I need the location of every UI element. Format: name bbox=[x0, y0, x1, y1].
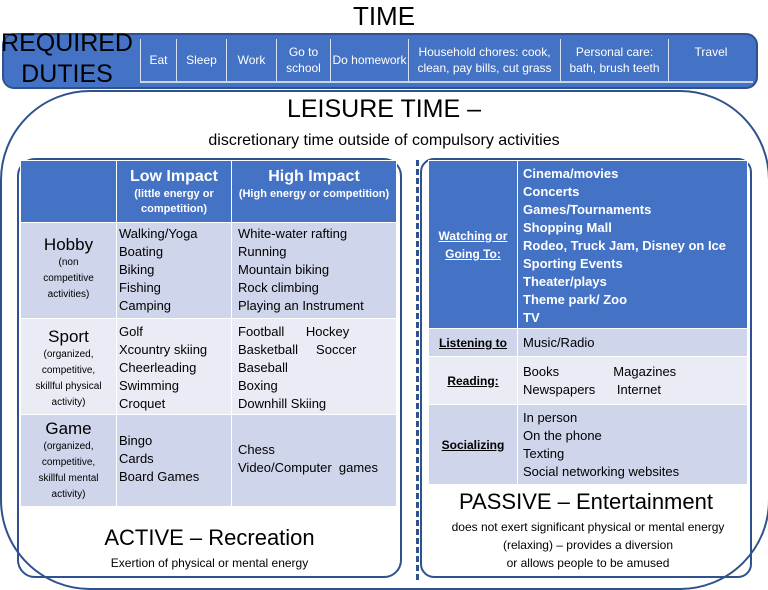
duty-travel: Travel bbox=[668, 39, 753, 83]
row-desc-line: (organized, bbox=[43, 441, 94, 452]
passive-row-label: Watching or Going To: bbox=[438, 228, 508, 261]
list-item: White-water rafting bbox=[238, 226, 348, 241]
passive-subtitle-line: (relaxing) – provides a diversion bbox=[502, 538, 674, 552]
time-title: TIME bbox=[352, 1, 416, 31]
list-item: Rock climbing bbox=[238, 280, 319, 295]
duty-work: Work bbox=[226, 39, 276, 83]
row-desc-line: competitive bbox=[43, 273, 94, 284]
list-item: Games/Tournaments bbox=[523, 202, 652, 217]
duty-go-to-school: Go to school bbox=[276, 39, 330, 83]
row-desc-line: activity) bbox=[51, 397, 86, 408]
socializing-values-cell bbox=[518, 405, 748, 485]
sport-high-cell bbox=[232, 319, 397, 415]
list-item: Biking bbox=[119, 262, 155, 277]
leisure-title: LEISURE TIME – bbox=[286, 95, 482, 123]
list-item: Chess bbox=[238, 442, 275, 457]
sport-label-cell bbox=[21, 319, 117, 415]
duty-eat: Eat bbox=[140, 39, 176, 83]
socializing-label-cell bbox=[429, 405, 518, 485]
required-duties-label: REQUIRED DUTIES bbox=[1, 29, 133, 88]
list-item: Board Games bbox=[119, 469, 200, 484]
reading-label-cell bbox=[429, 357, 518, 405]
list-item: TV bbox=[523, 310, 540, 325]
game-high-cell bbox=[232, 415, 397, 507]
list-item: Theater/plays bbox=[523, 274, 607, 289]
sport-low-cell bbox=[117, 319, 232, 415]
list-item: Football Hockey bbox=[238, 324, 350, 339]
row-desc-line: skillful physical bbox=[35, 381, 102, 392]
passive-row-socializing bbox=[429, 405, 748, 485]
row-label: Sport bbox=[48, 327, 89, 346]
passive-title: PASSIVE – Entertainment bbox=[459, 489, 713, 514]
list-item: Texting bbox=[523, 446, 565, 461]
list-item: Shopping Mall bbox=[523, 220, 612, 235]
active-subtitle: Exertion of physical or mental energy bbox=[110, 556, 309, 570]
list-item: Boxing bbox=[238, 378, 278, 393]
passive-subtitle bbox=[428, 518, 748, 572]
row-label: Hobby bbox=[43, 235, 94, 254]
active-corner-cell bbox=[21, 161, 117, 223]
low-impact-subtitle: (little energy or competition) bbox=[134, 188, 214, 215]
list-item: Camping bbox=[119, 298, 172, 313]
passive-row-listening bbox=[429, 329, 748, 357]
passive-grid bbox=[428, 160, 748, 485]
list-item: Cards bbox=[119, 451, 154, 466]
list-item: Bingo bbox=[119, 433, 153, 448]
active-title: ACTIVE – Recreation bbox=[104, 525, 315, 550]
list-item: Social networking websites bbox=[523, 464, 680, 479]
list-item: On the phone bbox=[523, 428, 602, 443]
passive-subtitle-line: does not exert significant physical or mental energy bbox=[451, 520, 725, 534]
watching-label-cell bbox=[429, 161, 518, 329]
passive-row-watching bbox=[429, 161, 748, 329]
list-item: Theme park/ Zoo bbox=[523, 292, 628, 307]
duty-sleep: Sleep bbox=[176, 39, 226, 83]
high-impact-header bbox=[232, 161, 397, 223]
active-row-game bbox=[21, 415, 397, 507]
hobby-high-cell bbox=[232, 223, 397, 319]
list-item: Music/Radio bbox=[523, 334, 595, 350]
list-item: Basketball Soccer bbox=[238, 342, 357, 357]
low-impact-title: Low Impact bbox=[129, 168, 218, 185]
list-item: Books Magazines bbox=[523, 363, 677, 379]
listening-label-cell bbox=[429, 329, 518, 357]
list-item: Golf bbox=[119, 324, 143, 339]
active-grid bbox=[20, 160, 397, 507]
duty-household-chores: Household chores: cook, clean, pay bills, cut grass bbox=[408, 39, 560, 83]
list-item: In person bbox=[523, 410, 578, 425]
passive-row-label: Reading: bbox=[447, 373, 499, 388]
list-item: Walking/Yoga bbox=[119, 226, 198, 241]
list-item: Playing an Instrument bbox=[238, 298, 364, 313]
list-item: Video/Computer games bbox=[238, 460, 378, 475]
active-row-sport bbox=[21, 319, 397, 415]
passive-row-label: Socializing bbox=[441, 437, 505, 452]
hobby-label-cell bbox=[21, 223, 117, 319]
duty-personal-care: Personal care: bath, brush teeth bbox=[560, 39, 668, 83]
row-label: Game bbox=[45, 419, 92, 438]
list-item: Swimming bbox=[119, 378, 179, 393]
duty-do-homework: Do homework bbox=[330, 39, 408, 83]
hobby-low-cell bbox=[117, 223, 232, 319]
list-item: Cheerleading bbox=[119, 360, 197, 375]
low-impact-header bbox=[117, 161, 232, 223]
high-impact-subtitle: (High energy or competition) bbox=[238, 188, 390, 200]
row-desc-line: competitive, bbox=[41, 365, 96, 376]
watching-values-cell bbox=[518, 161, 748, 329]
list-item: Boating bbox=[119, 244, 164, 259]
high-impact-title: High Impact bbox=[268, 168, 360, 185]
active-header-row bbox=[21, 161, 397, 223]
game-low-cell bbox=[117, 415, 232, 507]
leisure-subtitle: discretionary time outside of compulsory activities bbox=[208, 132, 560, 149]
row-desc-line: skillful mental bbox=[38, 473, 99, 484]
list-item: Baseball bbox=[238, 360, 288, 375]
passive-row-label: Listening to bbox=[439, 335, 507, 350]
row-desc-line: (organized, bbox=[43, 349, 94, 360]
list-item: Sporting Events bbox=[523, 256, 623, 271]
list-item: Mountain biking bbox=[238, 262, 330, 277]
list-item: Rodeo, Truck Jam, Disney on Ice bbox=[523, 238, 727, 253]
reading-values-cell bbox=[518, 357, 748, 405]
listening-values-cell bbox=[518, 329, 748, 357]
row-desc-line: competitive, bbox=[41, 457, 96, 468]
list-item: Croquet bbox=[119, 396, 166, 411]
row-desc-line: activity) bbox=[51, 489, 86, 500]
game-label-cell bbox=[21, 415, 117, 507]
list-item: Fishing bbox=[119, 280, 161, 295]
row-desc-line: (non bbox=[58, 257, 79, 268]
list-item: Cinema/movies bbox=[523, 166, 619, 181]
passive-row-reading bbox=[429, 357, 748, 405]
duties-row bbox=[140, 39, 753, 83]
dashed-divider bbox=[416, 160, 419, 580]
list-item: Downhill Skiing bbox=[238, 396, 327, 411]
list-item: Newspapers Internet bbox=[523, 381, 662, 397]
list-item: Concerts bbox=[523, 184, 580, 199]
list-item: Running bbox=[238, 244, 287, 259]
active-row-hobby bbox=[21, 223, 397, 319]
passive-subtitle-line: or allows people to be amused bbox=[506, 556, 670, 570]
list-item: Xcountry skiing bbox=[119, 342, 208, 357]
row-desc-line: activities) bbox=[47, 289, 90, 300]
